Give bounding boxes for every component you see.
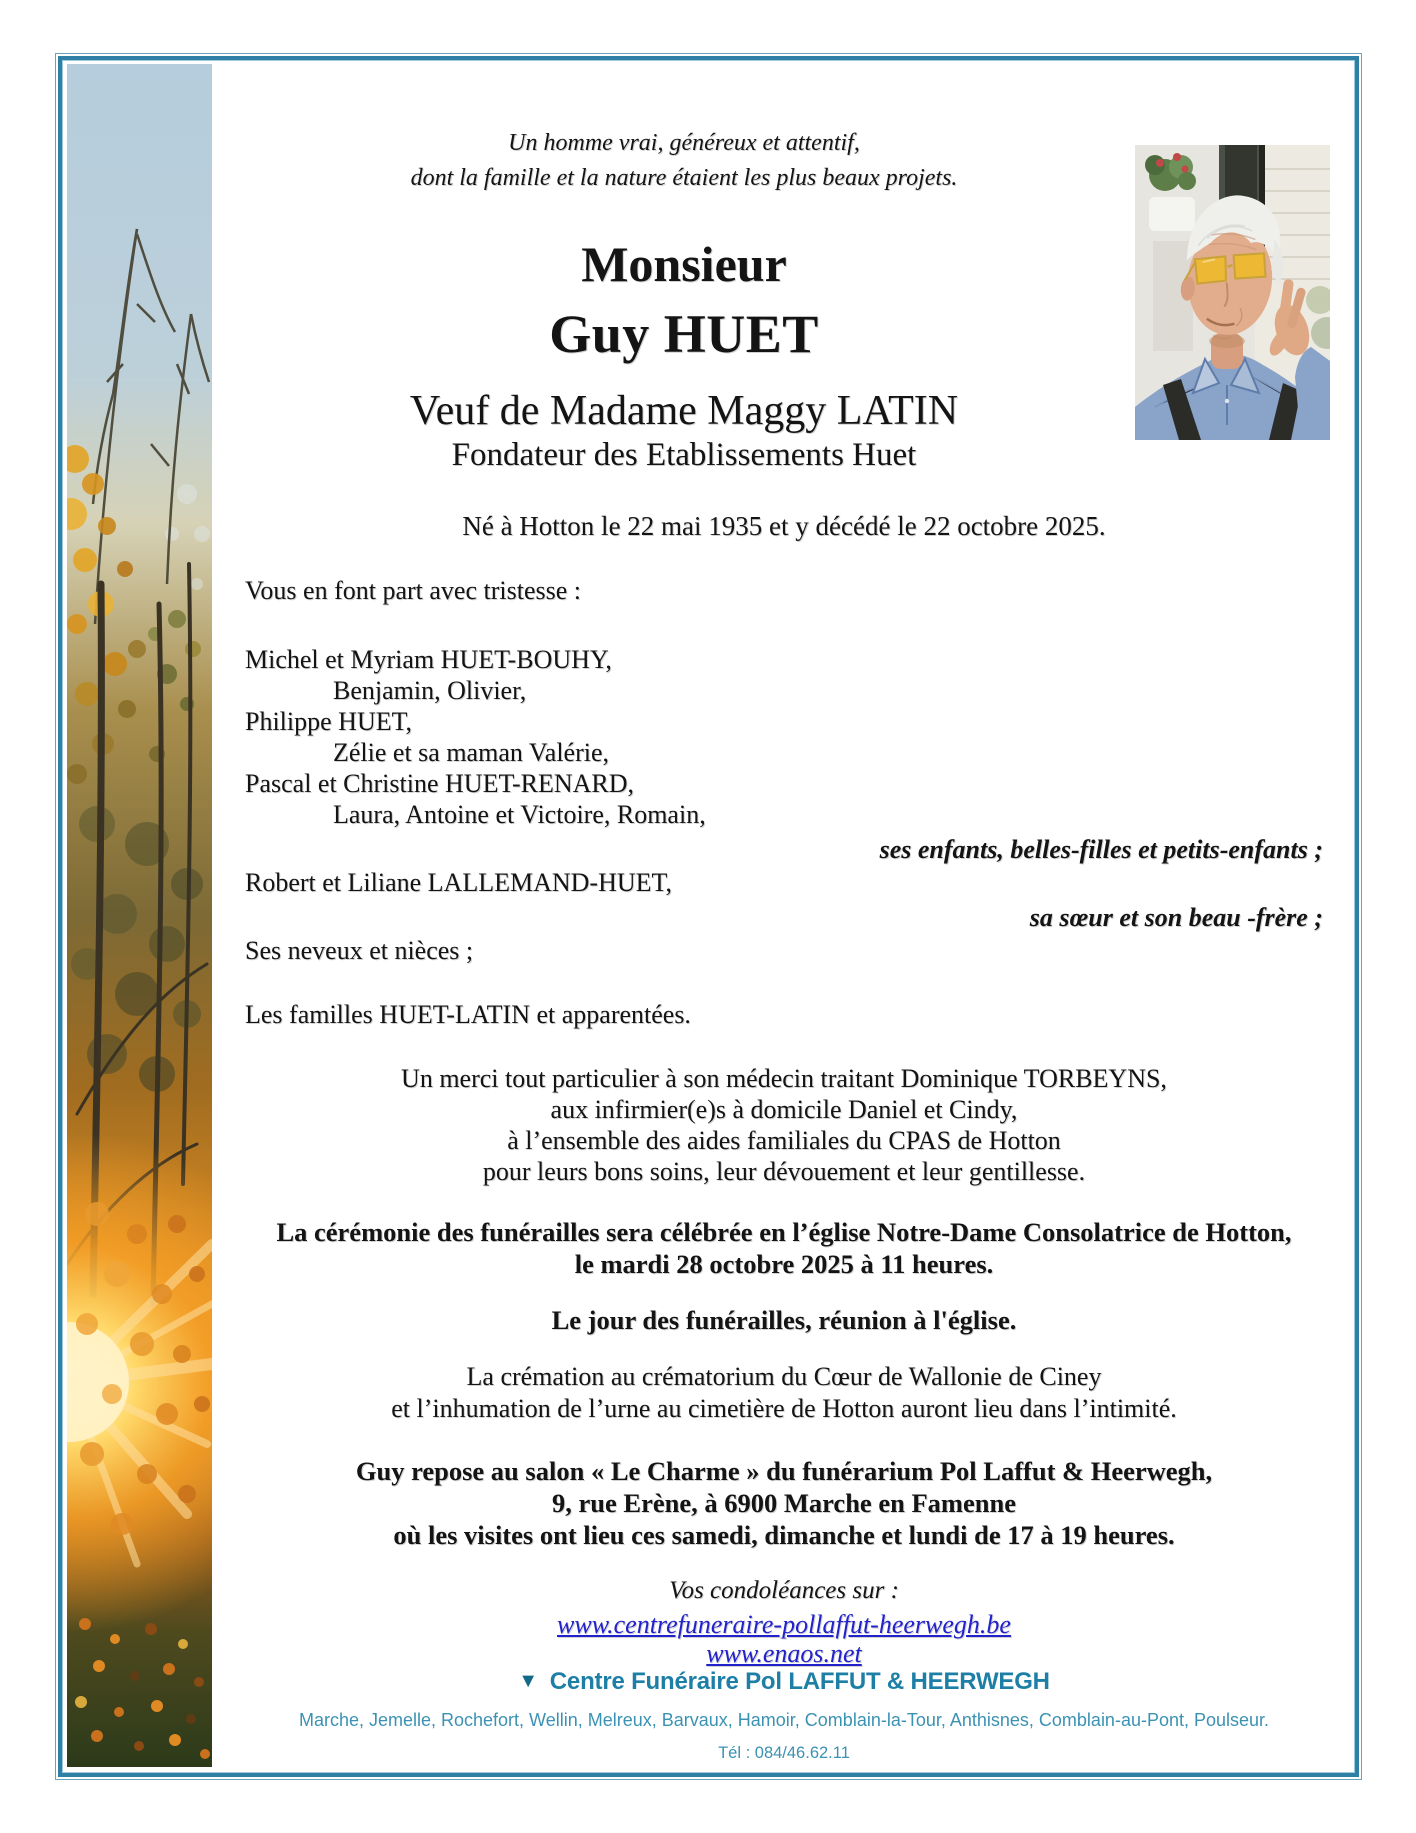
family-line-sibling: Robert et Liliane LALLEMAND-HUET, (245, 868, 672, 897)
deceased-name: Guy HUET (549, 304, 819, 364)
title-salutation: Monsieur (581, 236, 787, 292)
children-relation-label: ses enfants, belles-filles et petits-enfants ; (879, 835, 1323, 864)
autumn-photo (67, 64, 212, 1767)
thanks-line: pour leurs bons soins, leur dévouement et leur gentillesse. (482, 1157, 1086, 1186)
announcement-line: Vous en font part avec tristesse : (245, 576, 581, 605)
family-line: Philippe HUET, (245, 707, 413, 736)
cremation-paragraph (245, 1361, 1323, 1425)
thanks-paragraph (245, 1063, 1323, 1187)
repose-line: Guy repose au salon « Le Charme » du funérarium Pol Laffut & Heerwegh, (355, 1456, 1213, 1486)
condolences-label: Vos condoléances sur : (669, 1577, 899, 1604)
quote-line: dont la famille et la nature étaient les plus beaux projets. (410, 165, 958, 191)
thanks-line: à l’ensemble des aides familiales du CPAS de Hotton (507, 1126, 1061, 1155)
triangle-down-icon: ▼ (518, 1670, 538, 1692)
repose-line: 9, rue Erène, à 6900 Marche en Famenne (552, 1488, 1016, 1518)
condolences-link-wrap (245, 1609, 1323, 1640)
funeral-home-brand (245, 1666, 1323, 1697)
family-line-grandchildren: Benjamin, Olivier, (333, 676, 527, 705)
widower-line: Veuf de Madame Maggy LATIN (409, 388, 959, 434)
nephews-line: Ses neveux et nièces ; (245, 936, 474, 965)
cremation-line: et l’inhumation de l’urne au cimetière de Hotton auront lieu dans l’intimité. (391, 1394, 1177, 1423)
content-column (245, 0, 1323, 1833)
condolences-link-enaos[interactable]: www.enaos.net (706, 1639, 862, 1668)
repose-paragraph (245, 1455, 1323, 1551)
repose-line: où les visites ont lieu ces samedi, dimanche et lundi de 17 à 19 heures. (393, 1520, 1175, 1550)
funeral-home-name: Centre Funéraire Pol LAFFUT & HEERWEGH (549, 1668, 1050, 1695)
funeral-home-cities: Marche, Jemelle, Rochefort, Wellin, Melreux, Barvaux, Hamoir, Comblain-la-Tour, Anthisnes, Comblain-au-Pont, Poulseur. (298, 1710, 1270, 1730)
family-line-grandchildren: Laura, Antoine et Victoire, Romain, (333, 800, 706, 829)
memorial-quote (245, 126, 1123, 196)
family-line-grandchildren: Zélie et sa maman Valérie, (333, 738, 610, 767)
families-line: Les familles HUET-LATIN et apparentées. (245, 1000, 691, 1029)
founder-line: Fondateur des Etablissements Huet (451, 437, 917, 473)
thanks-line: aux infirmier(e)s à domicile Daniel et Cindy, (550, 1095, 1018, 1124)
family-line: Michel et Myriam HUET-BOUHY, (245, 645, 612, 674)
condolences-link-funeraire[interactable]: www.centrefuneraire-pollaffut-heerwegh.be (557, 1610, 1011, 1639)
family-line: Pascal et Christine HUET-RENARD, (245, 769, 634, 798)
birth-death-line: Né à Hotton le 22 mai 1935 et y décédé le 22 octobre 2025. (462, 511, 1106, 541)
family-list (245, 644, 1323, 830)
cremation-line: La crémation au crématorium du Cœur de Wallonie de Ciney (466, 1362, 1102, 1391)
ceremony-line: La cérémonie des funérailles sera célébrée en l’église Notre-Dame Consolatrice de Hotton, (276, 1217, 1292, 1247)
quote-line: Un homme vrai, généreux et attentif, (508, 130, 860, 156)
meeting-line: Le jour des funérailles, réunion à l'église. (551, 1305, 1017, 1335)
condolences-link-wrap (245, 1638, 1323, 1669)
sibling-relation-label: sa sœur et son beau -frère ; (1029, 903, 1323, 932)
ceremony-line: le mardi 28 octobre 2025 à 11 heures. (574, 1249, 994, 1279)
funeral-home-phone: Tél : 084/46.62.11 (718, 1744, 850, 1762)
ceremony-paragraph (245, 1216, 1323, 1280)
autumn-photo-art (67, 64, 212, 1767)
thanks-line: Un merci tout particulier à son médecin traitant Dominique TORBEYNS, (401, 1064, 1167, 1093)
